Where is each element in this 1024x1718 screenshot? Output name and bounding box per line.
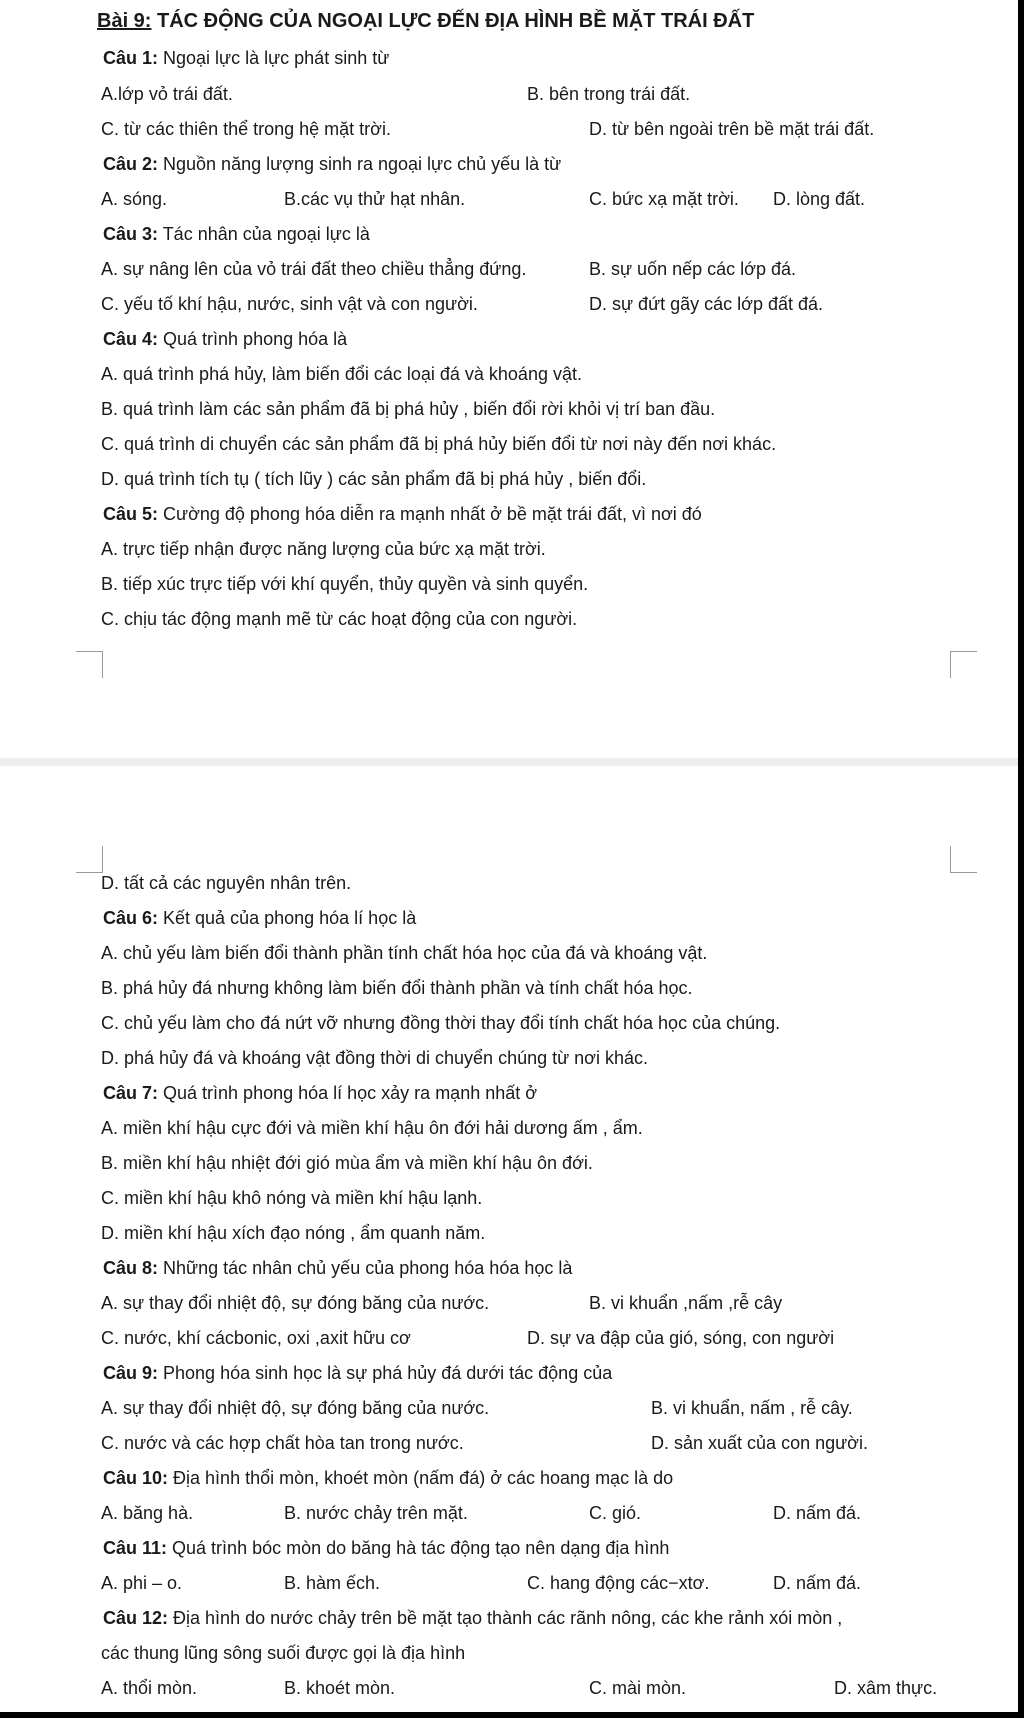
question-text: Địa hình do nước chảy trên bề mặt tạo thành các rãnh nông, các khe rảnh xói mòn , — [168, 1608, 843, 1628]
q7-option-a: A. miền khí hậu cực đới và miền khí hậu ôn đới hải dương ấm , ẩm. — [101, 1118, 643, 1138]
q1-option-a: A.lớp vỏ trái đất. — [101, 84, 233, 104]
question-1 — [103, 47, 389, 69]
q10-option-b: B. nước chảy trên mặt. — [284, 1503, 468, 1523]
crop-mark-bottom-left — [76, 846, 103, 873]
q10-option-a: A. băng hà. — [101, 1503, 194, 1523]
q2-option-d: D. lòng đất. — [773, 189, 866, 209]
q3-option-d: D. sự đứt gãy các lớp đất đá. — [589, 294, 824, 314]
bottom-border — [0, 1712, 1024, 1718]
page-separator — [0, 758, 1024, 766]
q8-option-a: A. sự thay đổi nhiệt độ, sự đóng băng của nước. — [101, 1293, 490, 1313]
q1-option-c: C. từ các thiên thể trong hệ mặt trời. — [101, 119, 391, 139]
q11-option-c: C. hang động các−xtơ. — [527, 1573, 710, 1593]
q1-option-d: D. từ bên ngoài trên bề mặt trái đất. — [589, 119, 875, 139]
lesson-label: Bài 9: — [97, 10, 152, 32]
question-12 — [103, 1607, 842, 1629]
q11-option-b: B. hàm ếch. — [284, 1573, 381, 1593]
question-text: Những tác nhân chủ yếu của phong hóa hóa học là — [158, 1258, 573, 1278]
right-border — [1018, 0, 1024, 1718]
question-label: Câu 4: — [103, 329, 159, 349]
q11-option-a: A. phi – o. — [101, 1573, 183, 1593]
q7-option-b: B. miền khí hậu nhiệt đới gió mùa ẩm và miền khí hậu ôn đới. — [101, 1153, 593, 1173]
crop-mark-top-right — [950, 651, 977, 678]
question-label: Câu 3: — [103, 224, 159, 244]
question-text: Quá trình bóc mòn do băng hà tác động tạo nên dạng địa hình — [167, 1538, 670, 1558]
lesson-title-text: TÁC ĐỘNG CỦA NGOẠI LỰC ĐẾN ĐỊA HÌNH BỀ MẶT TRÁI ĐẤT — [151, 10, 755, 32]
question-text: Quá trình phong hóa lí học xảy ra mạnh nhất ở — [158, 1083, 538, 1103]
q3-option-a: A. sự nâng lên của vỏ trái đất theo chiều thẳng đứng. — [101, 259, 527, 279]
q12-option-a: A. thổi mòn. — [101, 1678, 198, 1698]
q7-option-c: C. miền khí hậu khô nóng và miền khí hậu lạnh. — [101, 1188, 483, 1208]
question-2 — [103, 153, 561, 175]
question-text: Phong hóa sinh học là sự phá hủy đá dưới tác động của — [158, 1363, 613, 1383]
q6-option-a: A. chủ yếu làm biến đổi thành phần tính chất hóa học của đá và khoáng vật. — [101, 943, 708, 963]
question-8 — [103, 1257, 572, 1279]
q2-option-c: C. bức xạ mặt trời. — [589, 189, 739, 209]
q8-option-b: B. vi khuẩn ,nấm ,rễ cây — [589, 1293, 783, 1313]
q12-option-b: B. khoét mòn. — [284, 1678, 396, 1698]
q9-option-d: D. sản xuất của con người. — [651, 1433, 868, 1453]
q10-option-c: C. gió. — [589, 1503, 642, 1523]
question-text: Cường độ phong hóa diễn ra mạnh nhất ở bề mặt trái đất, vì nơi đó — [158, 504, 702, 524]
lesson-title — [97, 10, 754, 32]
q3-option-c: C. yếu tố khí hậu, nước, sinh vật và con người. — [101, 294, 478, 314]
q4-option-d: D. quá trình tích tụ ( tích lũy ) các sản phẩm đã bị phá hủy , biến đổi. — [101, 469, 647, 489]
question-text: Địa hình thổi mòn, khoét mòn (nấm đá) ở các hoang mạc là do — [168, 1468, 674, 1488]
q12-option-c: C. mài mòn. — [589, 1678, 687, 1698]
question-label: Câu 10: — [103, 1468, 169, 1488]
question-3 — [103, 223, 370, 245]
q6-option-b: B. phá hủy đá nhưng không làm biến đổi thành phần và tính chất hóa học. — [101, 978, 693, 998]
q3-option-b: B. sự uốn nếp các lớp đá. — [589, 259, 796, 279]
q7-option-d: D. miền khí hậu xích đạo nóng , ẩm quanh năm. — [101, 1223, 486, 1243]
question-label: Câu 6: — [103, 908, 159, 928]
q8-option-c: C. nước, khí cácbonic, oxi ,axit hữu cơ — [101, 1328, 411, 1348]
q12-option-d: D. xâm thực. — [834, 1678, 938, 1698]
crop-mark-top-left — [76, 651, 103, 678]
question-label: Câu 9: — [103, 1363, 159, 1383]
q2-option-b: B.các vụ thử hạt nhân. — [284, 189, 466, 209]
question-text: Tác nhân của ngoại lực là — [158, 224, 370, 244]
question-label: Câu 11: — [103, 1538, 168, 1558]
question-6 — [103, 907, 416, 929]
question-10 — [103, 1467, 673, 1489]
q5-option-d: D. tất cả các nguyên nhân trên. — [101, 873, 352, 893]
q2-option-a: A. sóng. — [101, 189, 168, 209]
q5-option-a: A. trực tiếp nhận được năng lượng của bức xạ mặt trời. — [101, 539, 546, 559]
question-text: Quá trình phong hóa là — [158, 329, 348, 349]
q4-option-a: A. quá trình phá hủy, làm biến đổi các loại đá và khoáng vật. — [101, 364, 582, 384]
q6-option-d: D. phá hủy đá và khoáng vật đồng thời di chuyển chúng từ nơi khác. — [101, 1048, 649, 1068]
q4-option-b: B. quá trình làm các sản phẩm đã bị phá hủy , biến đổi rời khỏi vị trí ban đầu. — [101, 399, 716, 419]
question-4 — [103, 328, 347, 350]
question-text: Ngoại lực là lực phát sinh từ — [158, 48, 390, 68]
question-7 — [103, 1082, 537, 1104]
q5-option-c: C. chịu tác động mạnh mẽ từ các hoạt động của con người. — [101, 609, 578, 629]
q10-option-d: D. nấm đá. — [773, 1503, 862, 1523]
q9-option-a: A. sự thay đổi nhiệt độ, sự đóng băng của nước. — [101, 1398, 490, 1418]
question-label: Câu 8: — [103, 1258, 159, 1278]
question-label: Câu 1: — [103, 48, 159, 68]
question-label: Câu 12: — [103, 1608, 169, 1628]
question-text: Nguồn năng lượng sinh ra ngoại lực chủ yếu là từ — [158, 154, 562, 174]
question-label: Câu 7: — [103, 1083, 159, 1103]
q9-option-b: B. vi khuẩn, nấm , rễ cây. — [651, 1398, 853, 1418]
question-label: Câu 2: — [103, 154, 159, 174]
q11-option-d: D. nấm đá. — [773, 1573, 862, 1593]
q9-option-c: C. nước và các hợp chất hòa tan trong nước. — [101, 1433, 464, 1453]
q4-option-c: C. quá trình di chuyển các sản phẩm đã bị phá hủy biến đổi từ nơi này đến nơi khác. — [101, 434, 777, 454]
q6-option-c: C. chủ yếu làm cho đá nứt vỡ nhưng đồng thời thay đổi tính chất hóa học của chúng. — [101, 1013, 781, 1033]
q1-option-b: B. bên trong trái đất. — [527, 84, 691, 104]
crop-mark-bottom-right — [950, 846, 977, 873]
question-text: Kết quả của phong hóa lí học là — [158, 908, 417, 928]
document-page-1 — [0, 0, 1024, 758]
q8-option-d: D. sự va đập của gió, sóng, con người — [527, 1328, 835, 1348]
question-9 — [103, 1362, 612, 1384]
question-12-continued: các thung lũng sông suối được gọi là địa hình — [101, 1643, 466, 1663]
question-5 — [103, 503, 702, 525]
question-11 — [103, 1537, 669, 1559]
question-label: Câu 5: — [103, 504, 159, 524]
q5-option-b: B. tiếp xúc trực tiếp với khí quyển, thủy quyền và sinh quyển. — [101, 574, 589, 594]
document-page-2 — [0, 766, 1024, 1718]
